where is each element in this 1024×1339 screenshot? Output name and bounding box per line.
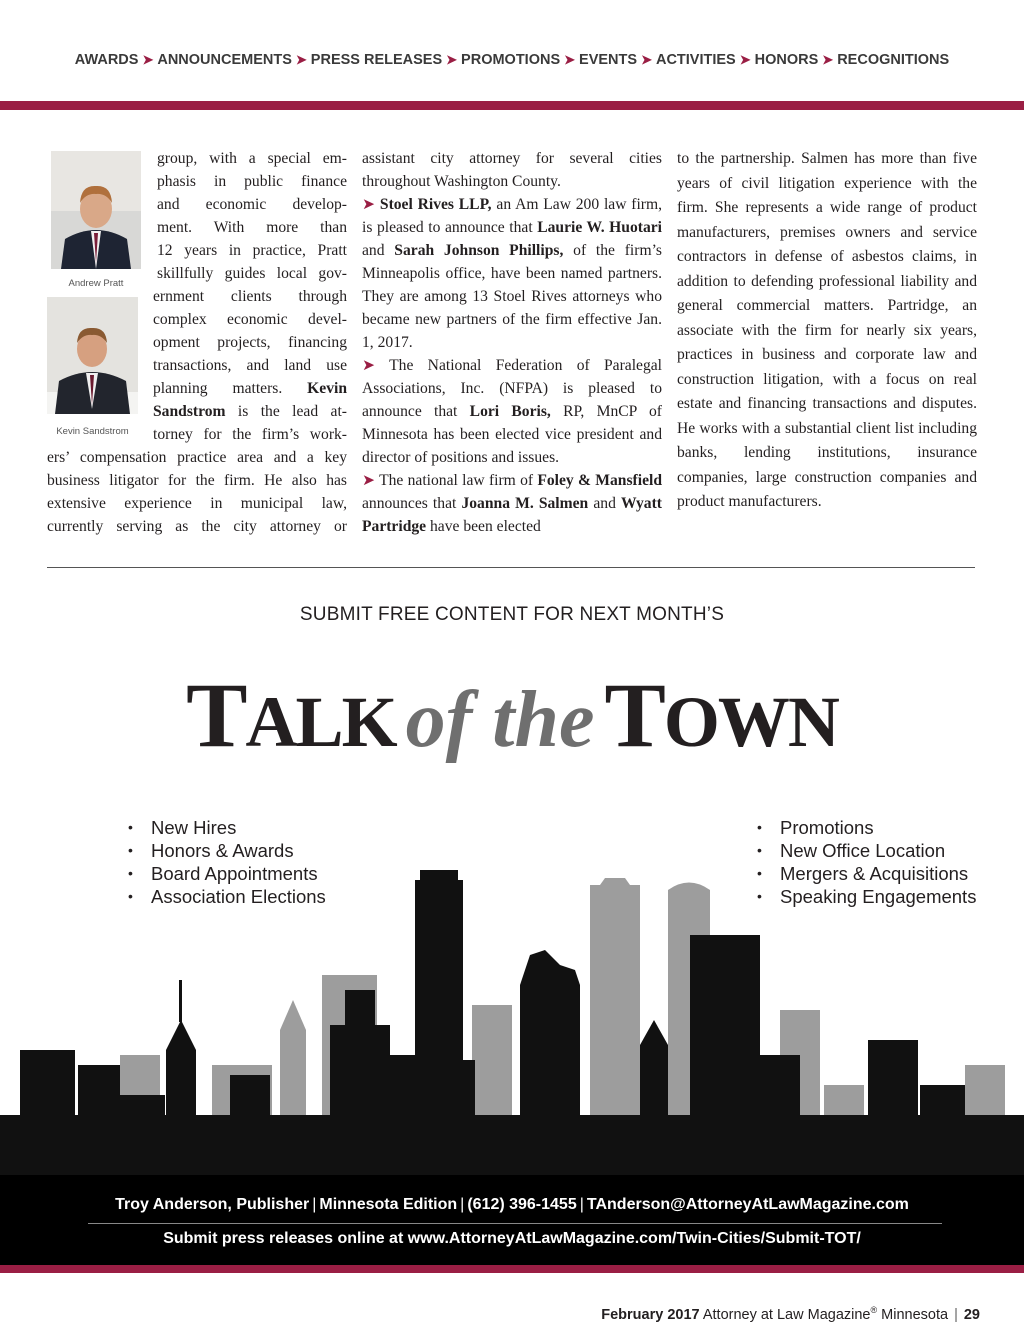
divider-icon: | <box>460 1196 465 1213</box>
person-name: Sandstrom <box>153 403 226 420</box>
paragraph <box>362 354 662 469</box>
article-column-3 <box>677 147 977 515</box>
title-word-talk <box>186 664 395 766</box>
text-line: transactions, and land use <box>153 357 347 374</box>
list-item: • Honors & Awards <box>128 839 326 862</box>
phone-number: (612) 396-1455 <box>467 1196 577 1213</box>
city-skyline-icon <box>0 860 1024 1190</box>
arrow-icon: ➤ <box>641 52 652 67</box>
nav-item-recognitions: RECOGNITIONS <box>837 52 950 68</box>
caption-andrew-pratt: Andrew Pratt <box>68 278 124 289</box>
arrow-icon: ➤ <box>739 52 751 67</box>
text-line: extensive experience in municipal law, <box>47 495 347 512</box>
divider-icon: | <box>954 1306 958 1323</box>
issue-date: February 2017 <box>601 1306 700 1323</box>
text-run: The National Federation of Paralegal Associations, Inc. (NFPA) is pleased to announce that <box>362 357 663 420</box>
header-rule <box>0 101 1024 110</box>
nav-item-press-releases: PRESS RELEASES <box>310 52 443 68</box>
text-line: ers’ compensation practice area and a key <box>47 449 347 466</box>
person-name: Kevin <box>307 380 347 397</box>
text-line: currently serving as the city attorney or <box>47 518 347 535</box>
arrow-icon: ➤ <box>142 52 154 67</box>
contact-band <box>0 1175 1024 1265</box>
text-line: and economic develop- <box>157 196 347 213</box>
arrow-icon: ➤ <box>564 52 576 67</box>
person-name: Laurie W. Huotari <box>537 219 662 236</box>
registered-mark: ® <box>870 1305 878 1315</box>
paragraph: to the partnership. Salmen has more than five years of civil litigation experience with the firm. She represents a wide range of product manufacturers, premises owners and service contractors in defense of asbestos claims, in addition to defending professional liability and general commercial matters. Partridge, an associate with the firm for nearly six years, practices in business and corporate law and construction litigation, with a focus on real estate and financing transactions and disputes. He works with a substantial client list including banks, lending institutions, insurance companies, large construction companies and product manufacturers. <box>677 150 977 510</box>
nav-item-awards: AWARDS <box>74 52 139 68</box>
title-word-of-the: of the <box>405 676 595 764</box>
paragraph <box>362 193 662 354</box>
text-line <box>153 400 347 423</box>
person-name: Sarah Johnson Phillips, <box>394 242 564 259</box>
submit-heading: SUBMIT FREE CONTENT FOR NEXT MONTH’S <box>299 604 725 625</box>
caption-kevin-sandstrom: Kevin Sandstrom <box>56 426 129 437</box>
text-run: is the lead at- <box>237 403 347 420</box>
publisher-contact-line <box>0 1196 1024 1214</box>
text-line: 12 years in practice, Pratt <box>157 242 347 259</box>
person-name: Lori Boris, <box>469 403 551 420</box>
person-name: Joanna M. Salmen <box>461 495 589 512</box>
text-line: group, with a special em- <box>157 150 347 167</box>
list-item: • Board Appointments <box>128 862 326 885</box>
talk-of-the-town-title <box>0 662 1024 768</box>
section-divider <box>47 567 975 568</box>
edition-name: Minnesota Edition <box>319 1196 458 1213</box>
text-run: an Am Law 200 law firm, is pleased to announce that <box>362 196 663 236</box>
nav-item-events: EVENTS <box>579 52 638 68</box>
text-run: of the firm’s Minneapolis office, have been named partners. They are among 13 Stoel Rives attorneys who became new partners of the firm effective Jan. 1, 2017. <box>362 242 662 351</box>
footer-rule <box>0 1265 1024 1273</box>
article-column-2 <box>362 147 662 538</box>
nav-item-announcements: ANNOUNCEMENTS <box>157 52 292 68</box>
text-line: ernment clients through <box>153 288 347 305</box>
nav-item-activities: ACTIVITIES <box>655 52 736 68</box>
text-line: business litigator for the firm. He also has <box>47 472 347 489</box>
list-item: • Association Elections <box>128 885 326 908</box>
text-line <box>153 377 347 400</box>
magazine-name: Attorney at Law Magazine <box>702 1306 871 1323</box>
edition-name: Minnesota <box>881 1306 949 1323</box>
title-letters: OWN <box>663 682 838 762</box>
arrow-icon: ➤ <box>362 472 376 489</box>
paragraph <box>362 469 662 538</box>
text-run: announces that <box>362 495 457 512</box>
list-item: • New Office Location <box>757 839 976 862</box>
section-nav <box>0 52 1024 68</box>
paragraph: assistant city attorney for several cities throughout Washington County. <box>362 150 662 190</box>
title-letter: T <box>186 664 246 766</box>
arrow-icon: ➤ <box>295 52 307 67</box>
page-footer <box>601 1305 980 1323</box>
person-name: Wyatt Partridge <box>362 495 662 535</box>
arrow-icon: ➤ <box>822 52 834 67</box>
list-item: • Speaking Engagements <box>757 885 976 908</box>
text-line: torney for the firm’s work- <box>153 426 347 443</box>
email-link[interactable]: TAnderson@AttorneyAtLawMagazine.com <box>586 1196 909 1213</box>
title-word-town <box>604 664 837 766</box>
text-run: and <box>362 242 385 259</box>
text-run: have been elected <box>430 518 541 535</box>
text-line: phasis in public finance <box>157 173 347 190</box>
text-run: planning matters. <box>153 380 283 397</box>
publisher-name: Troy Anderson, Publisher <box>115 1196 310 1213</box>
arrow-icon: ➤ <box>362 196 376 213</box>
arrow-icon: ➤ <box>446 52 458 67</box>
contact-divider <box>88 1223 942 1224</box>
firm-name: Stoel Rives LLP, <box>379 196 492 213</box>
firm-name: Foley & Mansfield <box>537 472 662 489</box>
divider-icon: | <box>579 1196 584 1213</box>
title-letter: T <box>604 664 664 766</box>
title-letters: ALK <box>245 682 396 762</box>
text-run: and <box>593 495 616 512</box>
text-line: opment projects, financing <box>153 334 347 351</box>
nav-item-promotions: PROMOTIONS <box>461 52 561 68</box>
nav-item-honors: HONORS <box>754 52 819 68</box>
text-run: RP, MnCP of Minnesota has been elected vice president and director of positions and issues. <box>362 403 662 466</box>
list-item: • Promotions <box>757 816 976 839</box>
text-line: complex economic devel- <box>153 311 347 328</box>
arrow-icon: ➤ <box>362 357 376 374</box>
text-run: The national law firm of <box>379 472 534 489</box>
article-column-1 <box>47 147 347 538</box>
page-number: 29 <box>963 1306 980 1323</box>
submit-url-line[interactable]: Submit press releases online at www.AttorneyAtLawMagazine.com/Twin-Cities/Submit-TOT/ <box>163 1230 861 1247</box>
divider-icon: | <box>312 1196 317 1213</box>
text-line: ment. With more than <box>157 219 347 236</box>
list-item: • Mergers & Acquisitions <box>757 862 976 885</box>
list-item: • New Hires <box>128 816 326 839</box>
text-line: skillfully guides local gov- <box>157 265 347 282</box>
